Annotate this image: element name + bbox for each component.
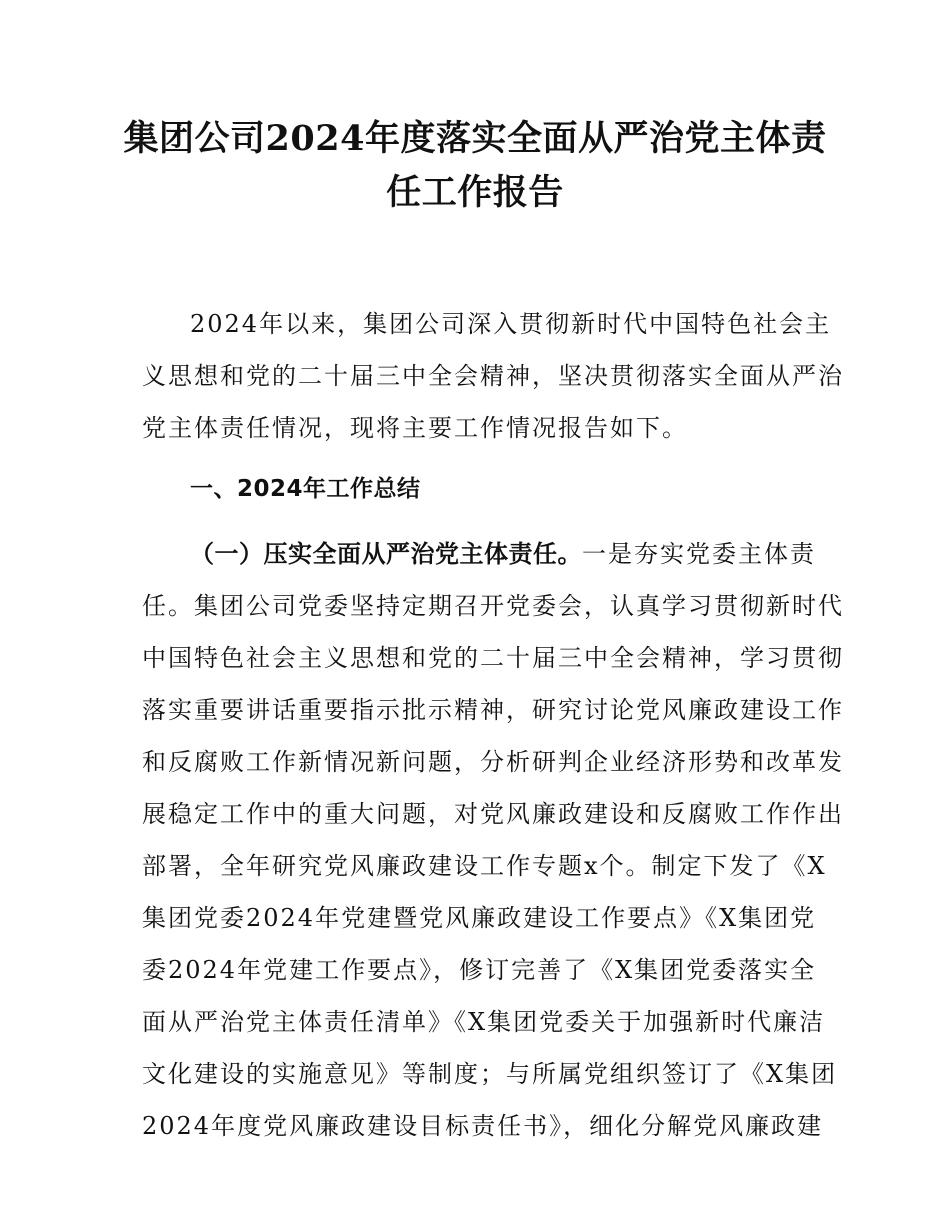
subsection-line-10: 面从严治党主体责任清单》《X集团党委关于加强新时代廉洁 bbox=[142, 1008, 826, 1036]
intro-line-3: 党主体责任情况，现将主要工作情况报告如下。 bbox=[142, 414, 688, 442]
subsection-paragraph-1 bbox=[142, 528, 844, 1152]
subsection-line-8: 集团党委2024年党建暨党风廉政建设工作要点》《X集团党 bbox=[142, 904, 817, 932]
title-line-1: 集团公司2024年度落实全面从严治党主体责 bbox=[123, 118, 827, 159]
subsection-heading: （一）压实全面从严治党主体责任。 bbox=[190, 540, 582, 568]
intro-paragraph bbox=[142, 298, 844, 454]
subsection-line-1-rest: 一是夯实党委主体责 bbox=[582, 540, 816, 568]
subsection-line-12: 2024年度党风廉政建设目标责任书》，细化分解党风廉政建 bbox=[142, 1112, 824, 1140]
subsection-line-7: 部署，全年研究党风廉政建设工作专题x个。制定下发了《X bbox=[142, 852, 827, 880]
intro-line-1: 2024年以来，集团公司深入贯彻新时代中国特色社会主 bbox=[190, 310, 832, 338]
title-line-2: 任工作报告 bbox=[386, 172, 564, 213]
subsection-line-2: 任。集团公司党委坚持定期召开党委会，认真学习贯彻新时代 bbox=[142, 592, 844, 620]
subsection-line-3: 中国特色社会主义思想和党的二十届三中全会精神，学习贯彻 bbox=[142, 644, 844, 672]
subsection-line-1 bbox=[142, 528, 814, 580]
subsection-line-5: 和反腐败工作新情况新问题，分析研判企业经济形势和改革发 bbox=[142, 748, 844, 776]
subsection-line-9: 委2024年党建工作要点》，修订完善了《X集团党委落实全 bbox=[142, 956, 817, 984]
subsection-line-4: 落实重要讲话重要指示批示精神，研究讨论党风廉政建设工作 bbox=[142, 696, 844, 724]
section-heading-1: 一、2024年工作总结 bbox=[190, 476, 421, 502]
subsection-line-6: 展稳定工作中的重大问题，对党风廉政建设和反腐败工作作出 bbox=[142, 800, 844, 828]
intro-line-2: 义思想和党的二十届三中全会精神，坚决贯彻落实全面从严治 bbox=[142, 362, 844, 390]
document-title bbox=[120, 112, 830, 220]
subsection-line-11: 文化建设的实施意见》等制度；与所属党组织签订了《X集团 bbox=[142, 1060, 838, 1088]
